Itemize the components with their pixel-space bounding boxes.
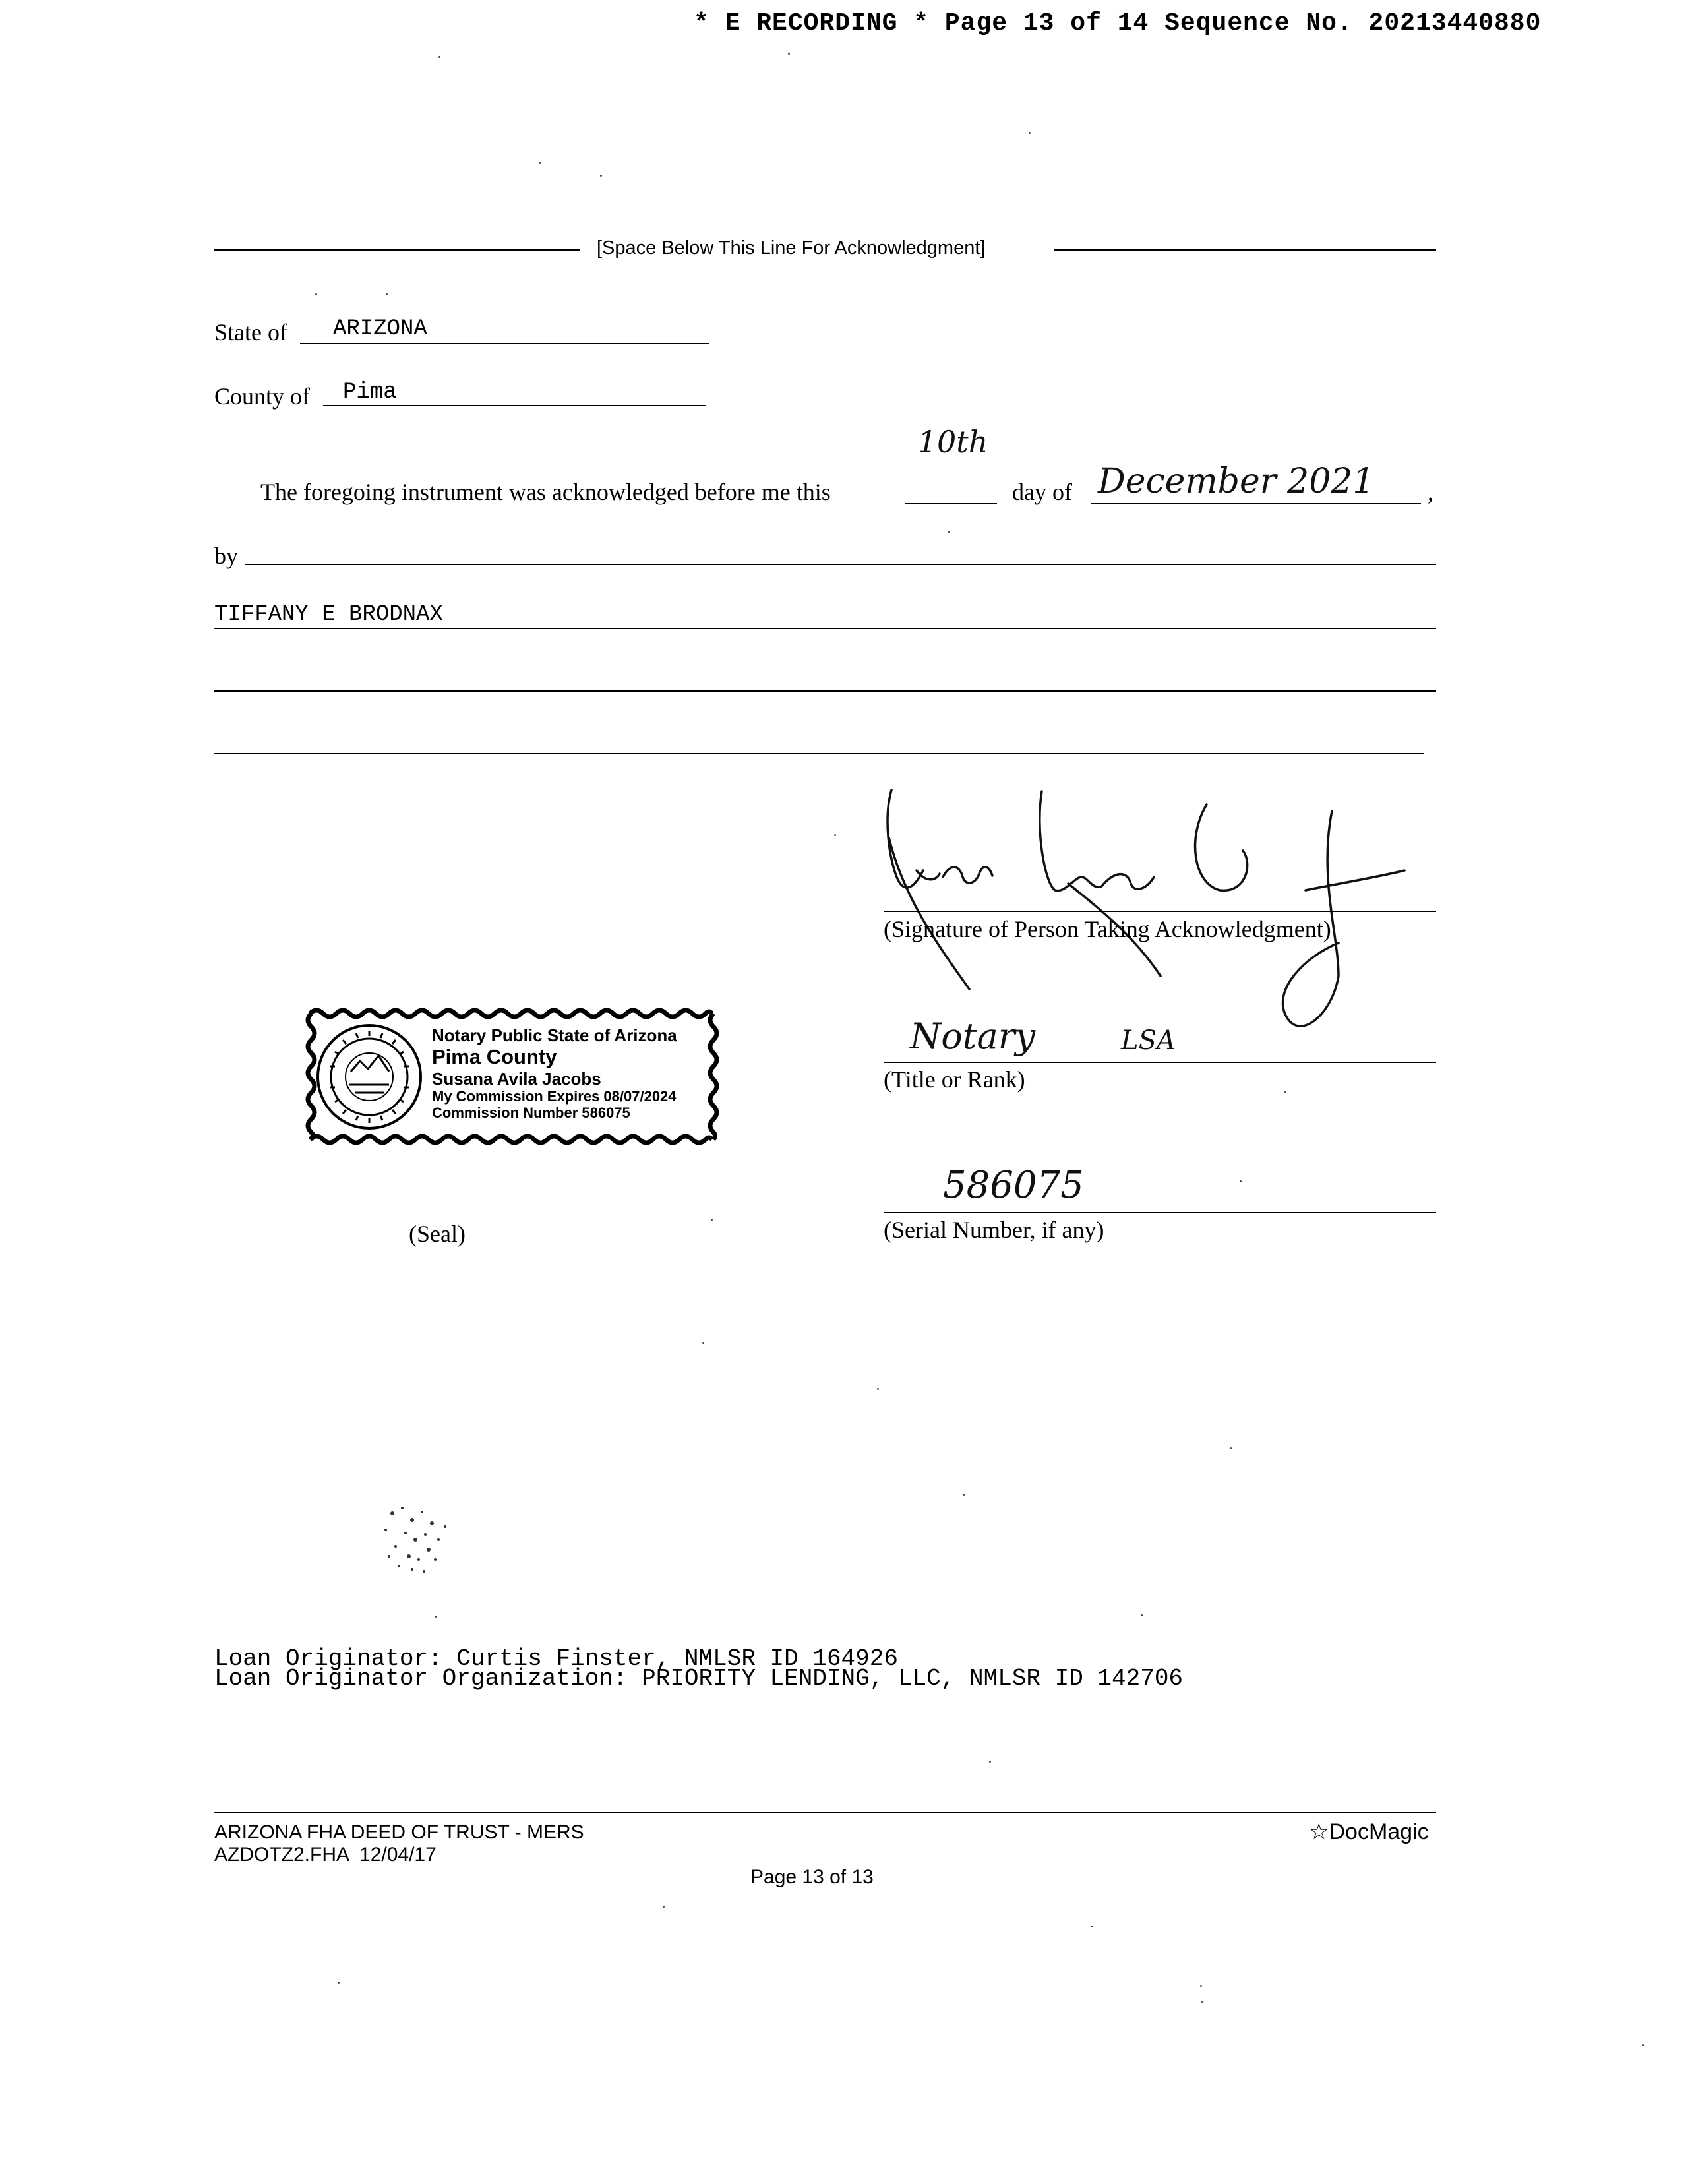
stamp-line-4: My Commission Expires 08/07/2024 [432, 1088, 677, 1105]
state-value: ARIZONA [333, 317, 427, 342]
state-underline [300, 343, 709, 344]
county-value: Pima [343, 380, 397, 405]
footer-page-number: Page 13 of 13 [750, 1866, 874, 1888]
loan-originator-line: Loan Originator: Curtis Finster, NMLSR ID 164926 [214, 1645, 898, 1672]
signature-underline [884, 911, 1436, 912]
scan-speck [788, 53, 790, 55]
form-title: ARIZONA FHA DEED OF TRUST - MERS [214, 1821, 584, 1843]
signature-caption: (Signature of Person Taking Acknowledgment) [884, 916, 1331, 942]
day-underline [905, 503, 997, 504]
state-seal-icon [318, 1025, 421, 1128]
scan-speck [1141, 1614, 1143, 1616]
loan-originator-org-line: Loan Originator Organization: PRIORITY LENDING, LLC, NMLSR ID 142706 [214, 1665, 1184, 1692]
blank-line-2 [214, 753, 1424, 754]
stamp-line-5: Commission Number 586075 [432, 1105, 630, 1121]
scan-speck [989, 1761, 991, 1763]
scan-speck [702, 1342, 704, 1344]
star-icon: ☆ [1309, 1819, 1329, 1844]
title-caption: (Title or Rank) [884, 1066, 1025, 1093]
scan-speck [1200, 1985, 1202, 1987]
scan-speck [1029, 132, 1031, 134]
trailing-comma: , [1428, 479, 1433, 505]
scan-speck [1642, 2044, 1644, 2046]
serial-underline [884, 1212, 1436, 1213]
county-underline [323, 405, 706, 406]
handwritten-day: 10th [917, 424, 988, 460]
scan-speck [1201, 2001, 1203, 2003]
stamp-line-2: Pima County [432, 1045, 557, 1068]
stamp-line-1: Notary Public State of Arizona [432, 1025, 677, 1045]
scan-speck [435, 1616, 437, 1618]
state-label: State of [214, 319, 287, 346]
scan-speck [963, 1494, 965, 1496]
footer-rule [214, 1812, 1436, 1813]
serial-caption: (Serial Number, if any) [884, 1217, 1104, 1243]
scan-speck [877, 1388, 879, 1390]
divider-right-rule [1054, 249, 1436, 251]
scan-speck [1284, 1091, 1286, 1093]
scan-speck [1240, 1180, 1242, 1182]
scan-speck [539, 162, 541, 164]
recording-header: * E RECORDING * Page 13 of 14 Sequence No. 20213440880 [694, 9, 1542, 38]
notary-stamp [303, 1006, 722, 1147]
notary-signature [877, 778, 1437, 1042]
scan-speck [711, 1219, 713, 1221]
docmagic-brand [1309, 1819, 1429, 1845]
month-underline [1091, 503, 1421, 504]
name-underline [214, 628, 1436, 629]
title-underline [884, 1062, 1436, 1063]
county-label: County of [214, 383, 311, 410]
scan-speck [315, 293, 317, 295]
acknowledgment-divider-caption: [Space Below This Line For Acknowledgment] [597, 237, 986, 258]
scan-speck [663, 1906, 665, 1908]
scan-speck [948, 531, 950, 533]
by-label: by [214, 543, 238, 569]
faded-seal-mark [366, 1494, 471, 1586]
scan-speck [600, 175, 602, 177]
by-underline [245, 564, 1436, 565]
blank-line-1 [214, 690, 1436, 692]
scan-speck [386, 293, 388, 295]
foregoing-text: The foregoing instrument was acknowledged before me this [260, 479, 831, 505]
scan-speck [338, 1982, 340, 1984]
handwritten-title: Notary [910, 1016, 1035, 1057]
form-code: AZDOTZ2.FHA 12/04/17 [214, 1844, 437, 1866]
scan-speck [1091, 1926, 1093, 1927]
brand-name: DocMagic [1329, 1819, 1429, 1844]
scan-speck [438, 56, 440, 58]
stamp-line-3: Susana Avila Jacobs [432, 1069, 601, 1089]
divider-left-rule [214, 249, 580, 251]
handwritten-serial: 586075 [943, 1164, 1084, 1207]
handwritten-title-right: LSA [1121, 1025, 1176, 1056]
acknowledger-name: TIFFANY E BRODNAX [214, 602, 443, 627]
scan-speck [1230, 1447, 1232, 1449]
seal-label: (Seal) [409, 1221, 466, 1247]
scan-speck [834, 834, 836, 836]
handwritten-month-year: December 2021 [1098, 462, 1375, 501]
day-of-label: day of [1012, 479, 1072, 505]
